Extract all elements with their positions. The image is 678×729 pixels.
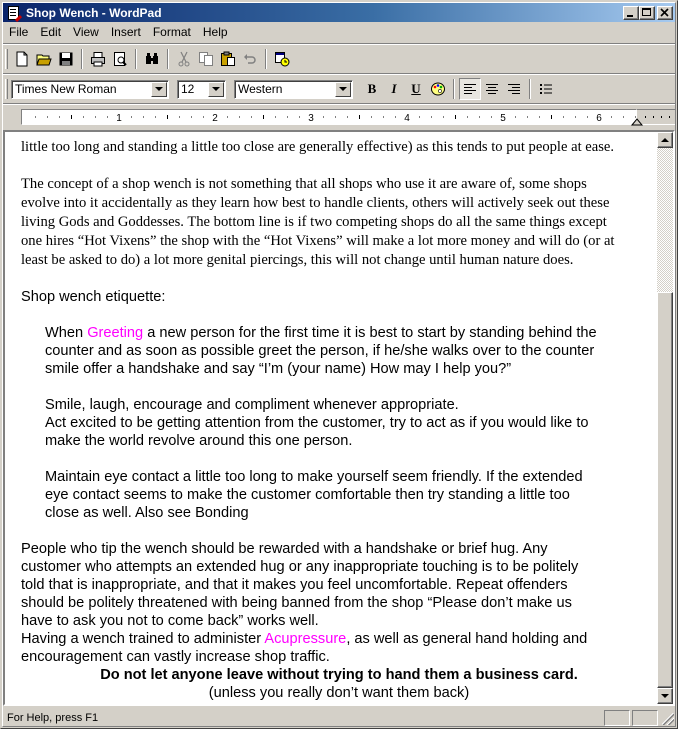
- paragraph-concept-line: least be asked to do) a lot more genital piercings, this will not change until human nature does.: [21, 252, 574, 268]
- find-icon: [144, 51, 160, 67]
- text-run: , as well as general hand holding and: [346, 631, 588, 647]
- right-indent-marker[interactable]: [632, 119, 642, 125]
- tip-paragraph-line: have to ask you not to come back” works well.: [21, 613, 319, 629]
- menu-file[interactable]: File: [9, 25, 29, 39]
- find-button[interactable]: [141, 48, 163, 70]
- text-run: When: [45, 325, 88, 341]
- align-center-icon: [485, 83, 499, 95]
- tip-paragraph-line: People who tip the wench should be rewarded with a handshake or brief hug. Any: [21, 541, 548, 557]
- acupressure-link[interactable]: Acupressure: [264, 631, 347, 647]
- etiquette-smile-line: Act excited to be getting attention from the customer, try to act as if you would like to: [45, 415, 589, 431]
- tip-paragraph-line: customer who attempts an extended hug or any inappropriate touching is to be politely: [21, 559, 579, 575]
- paragraph-concept-line: living Gods and Goddesses. The bottom line is if two competing shops do all the same things except: [21, 214, 607, 230]
- status-text: For Help, press F1: [7, 711, 99, 724]
- paragraph-concept-line: The concept of a shop wench is not something that all shops who use it are aware of, some shops: [21, 176, 587, 192]
- menu-help[interactable]: Help: [202, 25, 228, 39]
- etiquette-smile-line: Smile, laugh, encourage and compliment whenever appropriate.: [45, 397, 459, 413]
- font-name-value: Times New Roman: [15, 82, 117, 96]
- menu-view[interactable]: View: [73, 25, 99, 39]
- maximize-icon: [640, 7, 654, 19]
- etiquette-eye-contact-line: Maintain eye contact a little too long to make yourself seem friendly. If the extended: [45, 469, 583, 485]
- print-preview-icon: [112, 51, 128, 67]
- align-center-button[interactable]: [481, 78, 503, 100]
- menu-separator: [3, 43, 675, 45]
- etiquette-greeting-line: counter and as soon as possible greet the person, if he/she walks over to the counter: [45, 343, 595, 359]
- bold-button[interactable]: B: [367, 81, 377, 96]
- bullets-icon: [539, 83, 553, 95]
- tip-paragraph-line: told that is inappropriate, and that it makes you feel uncomfortable. Repeat offenders: [21, 577, 568, 593]
- undo-button[interactable]: [239, 48, 261, 70]
- document-content[interactable]: [21, 134, 657, 704]
- ruler-tick: [661, 116, 662, 118]
- ruler-ticks: [3, 105, 675, 129]
- align-left-icon: [463, 83, 477, 95]
- toolbar-separator-line: [3, 73, 675, 75]
- align-right-button[interactable]: [503, 78, 525, 100]
- chevron-down-icon[interactable]: [335, 82, 351, 97]
- script-value: Western: [238, 82, 283, 96]
- scroll-down-button[interactable]: [657, 688, 673, 704]
- chevron-down-icon[interactable]: [151, 82, 167, 97]
- chevron-down-icon[interactable]: [208, 82, 224, 97]
- etiquette-eye-contact-line: eye contact seems to make the customer comfortable then try standing a little too: [45, 487, 570, 503]
- ruler[interactable]: [3, 105, 675, 129]
- ruler-tick: [653, 116, 654, 118]
- close-button[interactable]: [657, 6, 673, 20]
- color-button[interactable]: [427, 78, 449, 100]
- font-name-combo[interactable]: [11, 80, 169, 99]
- standard-toolbar: [5, 46, 293, 72]
- scroll-up-button[interactable]: [657, 132, 673, 148]
- open-button[interactable]: [33, 48, 55, 70]
- toolbar-separator: [453, 79, 455, 99]
- font-size-value: 12: [181, 82, 195, 96]
- print-icon: [90, 51, 106, 67]
- tip-paragraph-line: should be politely threatened with being banned from the shop “Please don’t make us: [21, 595, 572, 611]
- etiquette-heading: Shop wench etiquette:: [21, 289, 166, 305]
- etiquette-greeting-line: [21, 324, 657, 342]
- align-left-button[interactable]: [459, 78, 481, 100]
- acupressure-line: [21, 630, 657, 648]
- paragraph-intro-end: little too long and standing a little too close are generally effective) as this tends to put people at ease.: [21, 139, 615, 155]
- toolbar-separator: [265, 49, 267, 69]
- vertical-scrollbar[interactable]: [657, 132, 673, 704]
- copy-button[interactable]: [195, 48, 217, 70]
- toolbar-separator: [81, 49, 83, 69]
- text-run: Having a wench trained to administer: [21, 631, 265, 647]
- underline-button[interactable]: U: [411, 81, 421, 96]
- title-buttons: [623, 6, 673, 20]
- etiquette-smile-line: make the world revolve around this one person.: [45, 433, 353, 449]
- open-icon: [36, 51, 52, 67]
- paste-button[interactable]: [217, 48, 239, 70]
- menu-edit[interactable]: Edit: [40, 25, 62, 39]
- menu-bar: [3, 23, 234, 42]
- ruler-number: 4: [404, 113, 410, 124]
- print-button[interactable]: [87, 48, 109, 70]
- ruler-number: 6: [596, 113, 602, 124]
- menu-insert[interactable]: Insert: [110, 25, 141, 39]
- undo-icon: [242, 51, 258, 67]
- ruler-number: 2: [212, 113, 218, 124]
- title-bar[interactable]: [3, 3, 675, 22]
- ruler-number: 5: [500, 113, 506, 124]
- print-preview-button[interactable]: [109, 48, 131, 70]
- document-area[interactable]: [3, 130, 675, 706]
- copy-icon: [198, 51, 214, 67]
- toolbar-separator: [529, 79, 531, 99]
- cut-icon: [176, 51, 192, 67]
- window-title: Shop Wench - WordPad: [26, 5, 162, 20]
- greeting-link[interactable]: Greeting: [87, 325, 144, 341]
- text-run: a new person for the first time it is best to start by standing behind the: [143, 325, 597, 341]
- align-right-icon: [507, 83, 521, 95]
- maximize-button[interactable]: [639, 6, 655, 20]
- business-card-note: (unless you really don’t want them back): [208, 685, 470, 701]
- minimize-icon: [624, 7, 638, 19]
- date-time-button[interactable]: [271, 48, 293, 70]
- script-combo[interactable]: [234, 80, 353, 99]
- cut-button[interactable]: [173, 48, 195, 70]
- color-palette-icon: [430, 81, 446, 97]
- ruler-number: 3: [308, 113, 314, 124]
- size-grip[interactable]: [660, 711, 674, 725]
- ruler-tick: [669, 116, 670, 118]
- wordpad-icon[interactable]: [6, 5, 22, 21]
- formatbar-grip[interactable]: [5, 79, 8, 99]
- save-button[interactable]: [55, 48, 77, 70]
- ruler-number: 1: [116, 113, 122, 124]
- new-icon: [14, 51, 30, 67]
- bullets-button[interactable]: [535, 78, 557, 100]
- paragraph-concept-line: evolve into it accidentally as they learn how best to handle clients, others will actively seek out these: [21, 195, 610, 211]
- toolbar-separator: [135, 49, 137, 69]
- menu-format[interactable]: Format: [152, 25, 191, 39]
- status-bar: [3, 708, 675, 727]
- status-pane: [604, 710, 630, 726]
- scroll-thumb[interactable]: [657, 292, 673, 688]
- format-bar: [5, 76, 557, 102]
- save-icon: [58, 51, 74, 67]
- status-pane: [632, 710, 658, 726]
- ruler-tick: [645, 116, 646, 118]
- etiquette-eye-contact-line: close as well. Also see Bonding: [45, 505, 249, 521]
- business-card-callout: Do not let anyone leave without trying to hand them a business card.: [100, 667, 578, 683]
- etiquette-greeting-line: smile offer a handshake and say “I’m (your name) How may I help you?”: [45, 361, 512, 377]
- acupressure-line: encouragement can vastly increase shop traffic.: [21, 649, 330, 665]
- new-button[interactable]: [11, 48, 33, 70]
- toolbar-separator: [167, 49, 169, 69]
- close-icon: [658, 7, 672, 19]
- date-time-icon: [274, 51, 290, 67]
- italic-button[interactable]: I: [391, 81, 397, 96]
- font-size-combo[interactable]: [177, 80, 226, 99]
- minimize-button[interactable]: [623, 6, 639, 20]
- paste-icon: [220, 51, 236, 67]
- paragraph-concept-line: one hires “Hot Vixens” the shop with the “Hot Vixens” will make a lot more money and will do (or at: [21, 233, 615, 249]
- toolbar-grip[interactable]: [5, 49, 8, 69]
